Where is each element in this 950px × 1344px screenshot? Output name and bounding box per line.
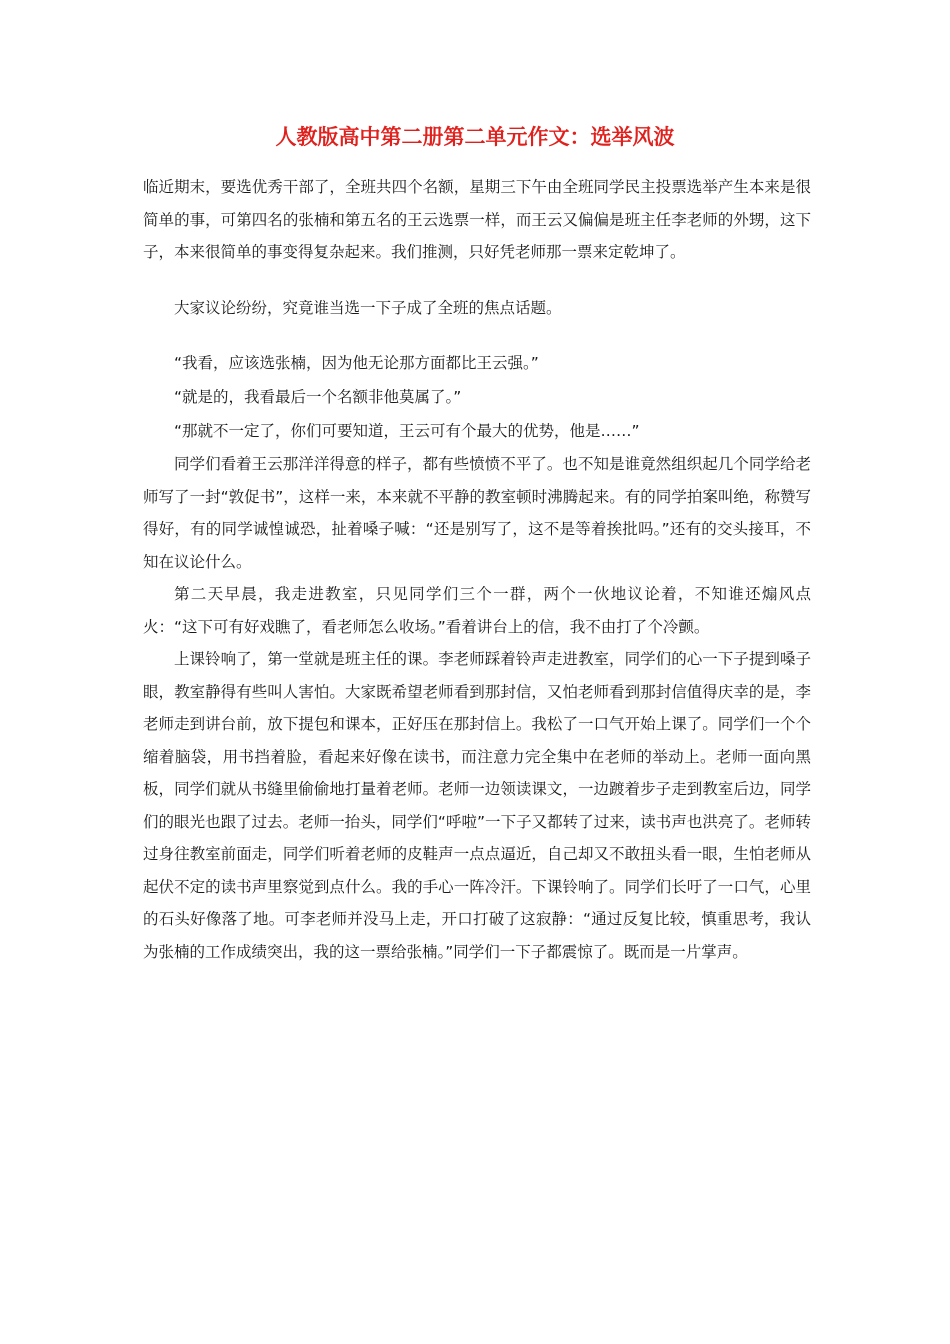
dialogue-line-1: “我看，应该选张楠，因为他无论那方面都比王云强。” xyxy=(174,354,539,372)
paragraph-3: 同学们看着王云那洋洋得意的样子，都有些愤愤不平了。也不知是谁竟然组织起几个同学给老师写了一封“敦促书”，这样一来，本来就不平静的教室顿时沸腾起来。有的同学拍案叫绝，称赞写得好，有的同学诚惶诚恐，扯着嗓子喊：“还是别写了，这不是等着挨批吗。”还有的交头接耳，不知在议论什么。 xyxy=(143,455,811,571)
paragraph-5: 上课铃响了，第一堂就是班主任的课。李老师踩着铃声走进教室，同学们的心一下子提到嗓子眼，教室静得有些叫人害怕。大家既希望老师看到那封信，又怕老师看到那封信值得庆幸的是，李老师走到讲台前，放下提包和课本，正好压在那封信上。我松了一口气开始上课了。同学们一个个缩着脑袋，用书挡着脸，看起来好像在读书，而注意力完全集中在老师的举动上。老师一面向黑板，同学们就从书缝里偷偷地打量着老师。老师一边领读课文，一边踱着步子走到教室后边，同学们的眼光也跟了过去。老师一抬头，同学们“呼啦”一下子又都转了过来，读书声也洪亮了。老师转过身往教室前面走，同学们听着老师的皮鞋声一点点逼近，自己却又不敢扭头看一眼，生怕老师从起伏不定的读书声里察觉到点什么。我的手心一阵冷汗。下课铃响了。同学们长吁了一口气，心里的石头好像落了地。可李老师并没马上走，开口打破了这寂静：“通过反复比较，慎重思考，我认为张楠的工作成绩突出，我的这一票给张楠。”同学们一下子都震惊了。既而是一片掌声。 xyxy=(143,650,811,961)
dialogue-line-3: “那就不一定了，你们可要知道，王云可有个最大的优势，他是……” xyxy=(174,422,640,440)
paragraph-4: 第二天早晨，我走进教室，只见同学们三个一群，两个一伙地议论着，不知谁还煽风点火：“这下可有好戏瞧了，看老师怎么收场。”看着讲台上的信，我不由打了个冷颤。 xyxy=(143,585,811,636)
document-title: 人教版高中第二册第二单元作文：选举风波 xyxy=(275,125,675,149)
paragraph-1: 临近期末，要选优秀干部了，全班共四个名额，星期三下午由全班同学民主投票选举产生本来是很简单的事，可第四名的张楠和第五名的王云选票一样，而王云又偏偏是班主任李老师的外甥，这下子，本来很简单的事变得复杂起来。我们推测，只好凭老师那一票来定乾坤了。 xyxy=(143,178,811,261)
paragraph-spacer xyxy=(143,269,811,292)
document-body xyxy=(143,171,811,968)
paragraph-spacer xyxy=(143,324,811,346)
paragraph-2: 大家议论纷纷，究竟谁当选一下子成了全班的焦点话题。 xyxy=(174,298,562,317)
dialogue-line-2: “就是的，我看最后一个名额非他莫属了。” xyxy=(174,388,462,406)
